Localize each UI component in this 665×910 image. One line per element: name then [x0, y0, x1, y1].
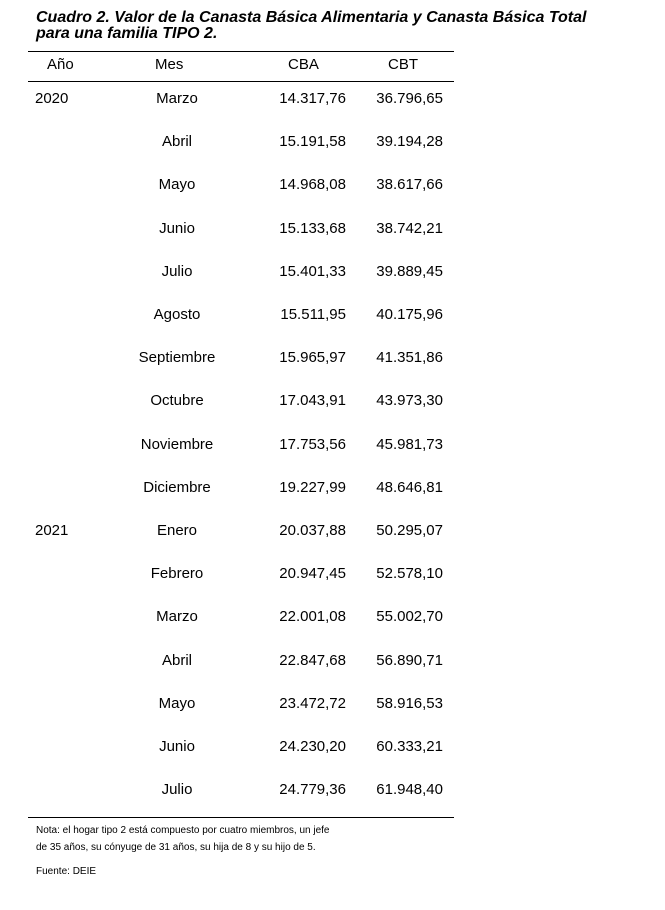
table-cell-month: Abril	[161, 133, 192, 150]
table-cell-cba: 15.511,95	[280, 306, 346, 323]
table-cell-cba: 19.227,99	[279, 479, 346, 496]
table-source: Fuente: DEIE	[36, 866, 97, 877]
table-cell-cbt: 36.796,65	[376, 90, 443, 107]
table-header-rule	[28, 81, 454, 82]
table-cell-cbt: 45.981,73	[376, 436, 443, 453]
table-cell-month: Junio	[159, 738, 195, 755]
table-cell-cbt: 40.175,96	[376, 306, 443, 323]
table-cell-month: Julio	[161, 781, 193, 798]
column-header-cba: CBA	[288, 56, 319, 73]
table-cell-month: Julio	[161, 263, 193, 280]
table-cell-cba: 15.133,68	[279, 220, 346, 237]
table-cell-cba: 23.472,72	[279, 695, 346, 712]
table-cell-month: Noviembre	[140, 436, 214, 453]
table-cell-month: Marzo	[156, 90, 198, 107]
table-note-line-1: Nota: el hogar tipo 2 está compuesto por cuatro miembros, un jefe	[36, 825, 330, 836]
table-cell-cbt: 61.948,40	[376, 781, 443, 798]
table-cell-cba: 14.968,08	[279, 176, 346, 193]
table-cell-cbt: 43.973,30	[376, 392, 443, 409]
table-cell-month: Mayo	[158, 695, 196, 712]
table-cell-cba: 20.947,45	[279, 565, 346, 582]
table-cell-cba: 20.037,88	[279, 522, 346, 539]
table-cell-cbt: 48.646,81	[376, 479, 443, 496]
table-cell-month: Marzo	[156, 608, 198, 625]
table-cell-cba: 17.753,56	[279, 436, 346, 453]
column-header-cbt: CBT	[388, 56, 418, 73]
table-cell-month: Enero	[156, 522, 198, 539]
table-cell-cbt: 41.351,86	[376, 349, 443, 366]
table-cell-cba: 22.001,08	[279, 608, 346, 625]
table-cell-cbt: 55.002,70	[376, 608, 443, 625]
column-header-month: Mes	[155, 56, 184, 73]
table-cell-cba: 15.191,58	[279, 133, 346, 150]
table-cell-month: Febrero	[150, 565, 204, 582]
table-cell-cba: 17.043,91	[279, 392, 346, 409]
table-cell-cbt: 39.194,28	[376, 133, 443, 150]
table-cell-cbt: 58.916,53	[376, 695, 443, 712]
table-cell-cbt: 50.295,07	[376, 522, 443, 539]
table-cell-cba: 22.847,68	[279, 652, 346, 669]
table-cell-year: 2020	[35, 90, 69, 107]
table-title-line-1: Cuadro 2. Valor de la Canasta Básica Alimentaria y Canasta Básica Total	[36, 9, 587, 26]
table-cell-cba: 24.779,36	[279, 781, 346, 798]
table-title	[36, 10, 656, 42]
table-note-line-2: de 35 años, su cónyuge de 31 años, su hija de 8 y su hijo de 5.	[36, 842, 316, 853]
table-cell-month: Agosto	[153, 306, 201, 323]
table-note	[36, 822, 436, 856]
table-bottom-rule	[28, 817, 454, 818]
table-top-rule	[28, 51, 454, 52]
table-cell-cba: 15.401,33	[279, 263, 346, 280]
table-cell-month: Abril	[161, 652, 192, 669]
table-cell-cbt: 56.890,71	[376, 652, 443, 669]
table-cell-cbt: 52.578,10	[376, 565, 443, 582]
table-cell-cba: 15.965,97	[279, 349, 346, 366]
table-cell-cba: 14.317,76	[279, 90, 346, 107]
table-cell-year: 2021	[35, 522, 69, 539]
column-header-year: Año	[47, 56, 74, 73]
table-cell-month: Mayo	[158, 176, 196, 193]
table-cell-month: Junio	[159, 220, 195, 237]
table-cell-month: Septiembre	[138, 349, 216, 366]
table-cell-month: Diciembre	[143, 479, 211, 496]
table-cell-cbt: 38.742,21	[376, 220, 443, 237]
table-cell-month: Octubre	[150, 392, 204, 409]
table-cell-cbt: 38.617,66	[376, 176, 443, 193]
table-cell-cbt: 60.333,21	[376, 738, 443, 755]
table-title-line-2: para una familia TIPO 2.	[36, 25, 218, 42]
table-cell-cba: 24.230,20	[279, 738, 346, 755]
table-cell-cbt: 39.889,45	[376, 263, 443, 280]
